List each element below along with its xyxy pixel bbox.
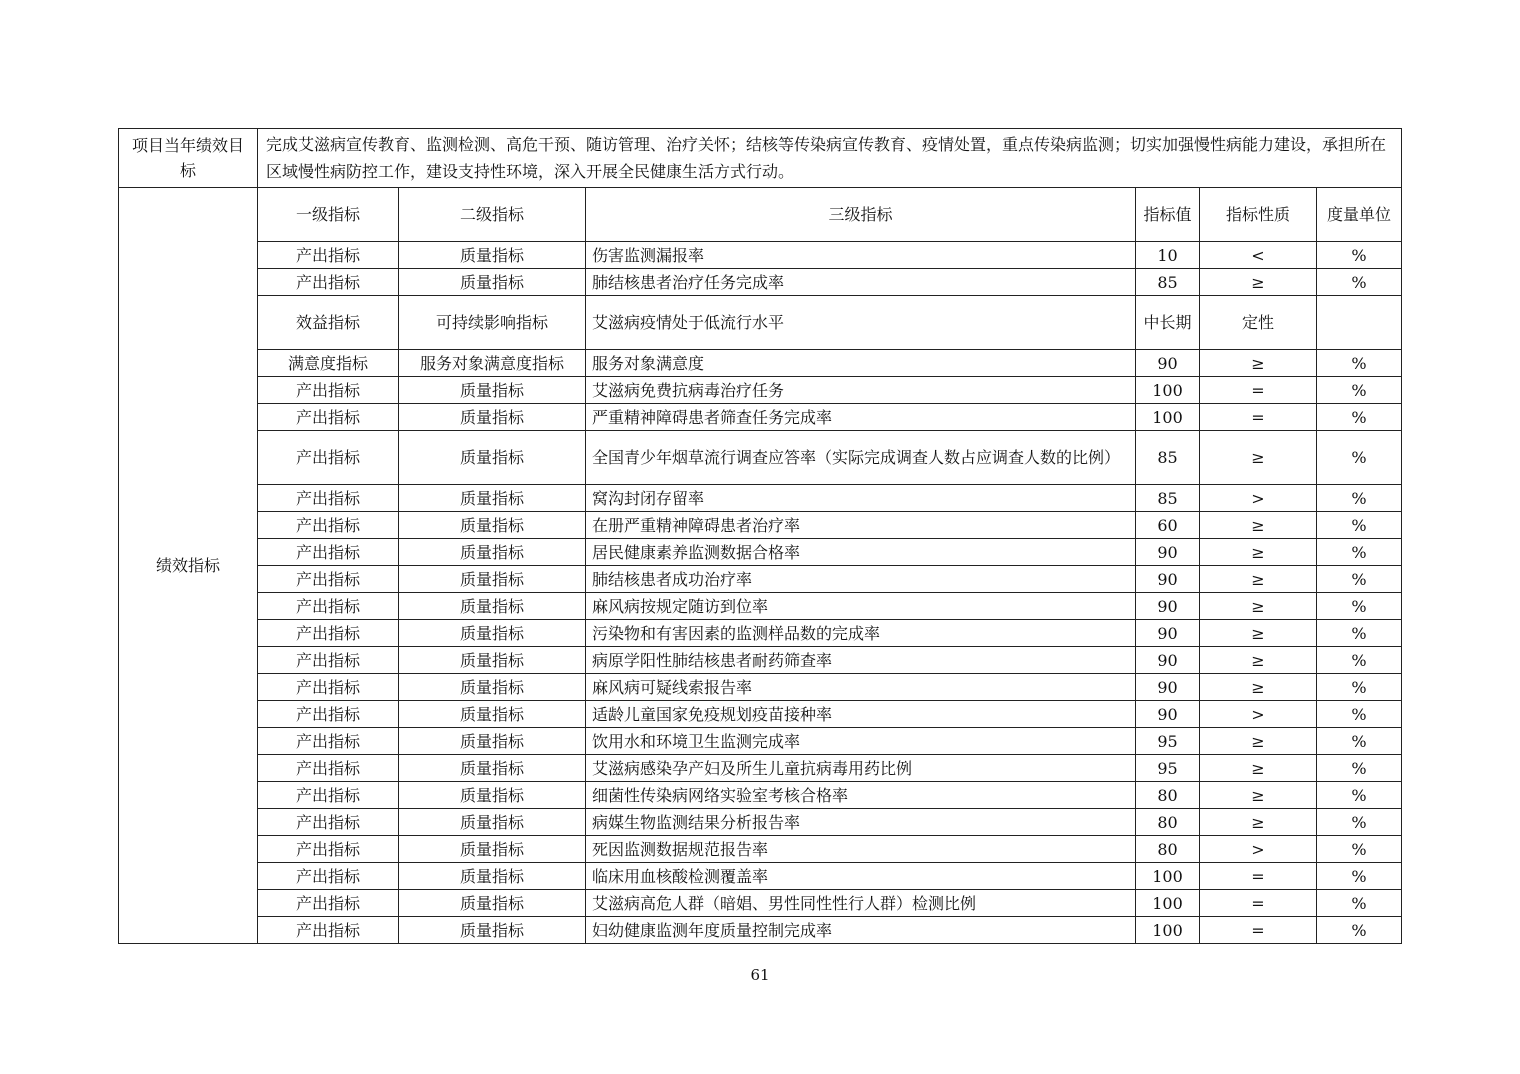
level3-cell: 全国青少年烟草流行调查应答率（实际完成调查人数占应调查人数的比例） [586,431,1136,485]
value-cell: 90 [1136,647,1200,674]
level1-cell: 产出指标 [258,512,399,539]
value-cell: 80 [1136,836,1200,863]
value-cell: 100 [1136,890,1200,917]
level1-cell: 产出指标 [258,485,399,512]
value-cell: 100 [1136,863,1200,890]
value-cell: 100 [1136,917,1200,944]
unit-cell: % [1317,620,1402,647]
nature-cell: ≥ [1200,728,1317,755]
level1-cell: 产出指标 [258,809,399,836]
nature-cell: = [1200,890,1317,917]
table-row [119,377,1402,404]
nature-cell: ≥ [1200,593,1317,620]
table-row [119,512,1402,539]
level2-cell: 质量指标 [399,539,586,566]
unit-cell: % [1317,269,1402,296]
nature-cell: ≥ [1200,350,1317,377]
level1-cell: 产出指标 [258,701,399,728]
level2-cell: 质量指标 [399,404,586,431]
level2-cell: 质量指标 [399,269,586,296]
level1-cell: 产出指标 [258,620,399,647]
unit-cell: % [1317,539,1402,566]
nature-cell: ≥ [1200,512,1317,539]
level3-cell: 伤害监测漏报率 [586,242,1136,269]
table-row [119,620,1402,647]
nature-cell: < [1200,242,1317,269]
level1-cell: 产出指标 [258,728,399,755]
unit-cell [1317,296,1402,350]
level2-cell: 质量指标 [399,485,586,512]
level2-cell: 质量指标 [399,890,586,917]
level2-cell: 质量指标 [399,377,586,404]
level3-cell: 艾滋病疫情处于低流行水平 [586,296,1136,350]
unit-cell: % [1317,782,1402,809]
table-row [119,836,1402,863]
level1-cell: 产出指标 [258,539,399,566]
nature-cell: = [1200,404,1317,431]
nature-cell: > [1200,836,1317,863]
table-row [119,566,1402,593]
level3-cell: 细菌性传染病网络实验室考核合格率 [586,782,1136,809]
level2-cell: 质量指标 [399,647,586,674]
unit-cell: % [1317,755,1402,782]
unit-cell: % [1317,674,1402,701]
table-row [119,809,1402,836]
level1-cell: 产出指标 [258,674,399,701]
level3-cell: 艾滋病高危人群（暗娼、男性同性性行人群）检测比例 [586,890,1136,917]
unit-cell: % [1317,566,1402,593]
table-row [119,728,1402,755]
level2-cell: 质量指标 [399,242,586,269]
level3-cell: 服务对象满意度 [586,350,1136,377]
level3-cell: 病原学阳性肺结核患者耐药筛查率 [586,647,1136,674]
level3-cell: 在册严重精神障碍患者治疗率 [586,512,1136,539]
level1-cell: 产出指标 [258,242,399,269]
unit-cell: % [1317,350,1402,377]
level2-cell: 质量指标 [399,917,586,944]
table-row [119,350,1402,377]
table-row [119,539,1402,566]
page-number: 61 [750,966,770,984]
unit-cell: % [1317,809,1402,836]
value-cell: 95 [1136,755,1200,782]
value-cell: 95 [1136,728,1200,755]
unit-cell: % [1317,836,1402,863]
unit-cell: % [1317,728,1402,755]
level2-cell: 质量指标 [399,701,586,728]
level3-cell: 艾滋病感染孕产妇及所生儿童抗病毒用药比例 [586,755,1136,782]
level2-cell: 质量指标 [399,782,586,809]
nature-cell: ≥ [1200,539,1317,566]
value-cell: 90 [1136,350,1200,377]
value-cell: 90 [1136,566,1200,593]
level3-cell: 严重精神障碍患者筛查任务完成率 [586,404,1136,431]
unit-cell: % [1317,485,1402,512]
header-nature: 指标性质 [1200,188,1317,242]
header-level1: 一级指标 [258,188,399,242]
table-row [119,917,1402,944]
nature-cell: ≥ [1200,620,1317,647]
unit-cell: % [1317,431,1402,485]
table-row [119,404,1402,431]
performance-table [118,128,1402,944]
unit-cell: % [1317,890,1402,917]
value-cell: 85 [1136,431,1200,485]
header-level3: 三级指标 [586,188,1136,242]
section-label: 绩效指标 [119,188,258,944]
value-cell: 中长期 [1136,296,1200,350]
level3-cell: 适龄儿童国家免疫规划疫苗接种率 [586,701,1136,728]
level3-cell: 病媒生物监测结果分析报告率 [586,809,1136,836]
nature-cell: > [1200,485,1317,512]
value-cell: 80 [1136,809,1200,836]
value-cell: 90 [1136,701,1200,728]
level1-cell: 产出指标 [258,404,399,431]
value-cell: 100 [1136,377,1200,404]
nature-cell: ≥ [1200,674,1317,701]
nature-cell: ≥ [1200,431,1317,485]
unit-cell: % [1317,701,1402,728]
value-cell: 90 [1136,620,1200,647]
level3-cell: 居民健康素养监测数据合格率 [586,539,1136,566]
level1-cell: 产出指标 [258,566,399,593]
value-cell: 90 [1136,539,1200,566]
value-cell: 85 [1136,269,1200,296]
level2-cell: 质量指标 [399,809,586,836]
level3-cell: 肺结核患者治疗任务完成率 [586,269,1136,296]
nature-cell: ≥ [1200,647,1317,674]
level2-cell: 质量指标 [399,728,586,755]
level2-cell: 质量指标 [399,566,586,593]
level1-cell: 产出指标 [258,782,399,809]
level3-cell: 临床用血核酸检测覆盖率 [586,863,1136,890]
nature-cell: ≥ [1200,755,1317,782]
level1-cell: 满意度指标 [258,350,399,377]
level3-cell: 死因监测数据规范报告率 [586,836,1136,863]
unit-cell: % [1317,647,1402,674]
table-row [119,593,1402,620]
level1-cell: 产出指标 [258,593,399,620]
nature-cell: = [1200,863,1317,890]
header-value: 指标值 [1136,188,1200,242]
level3-cell: 饮用水和环境卫生监测完成率 [586,728,1136,755]
nature-cell: ≥ [1200,809,1317,836]
table-row [119,674,1402,701]
level1-cell: 产出指标 [258,377,399,404]
level1-cell: 产出指标 [258,917,399,944]
unit-cell: % [1317,242,1402,269]
level2-cell: 质量指标 [399,863,586,890]
table-row [119,755,1402,782]
unit-cell: % [1317,377,1402,404]
table-row [119,269,1402,296]
value-cell: 80 [1136,782,1200,809]
level1-cell: 产出指标 [258,647,399,674]
unit-cell: % [1317,404,1402,431]
level3-cell: 肺结核患者成功治疗率 [586,566,1136,593]
nature-cell: > [1200,701,1317,728]
table-row [119,647,1402,674]
value-cell: 10 [1136,242,1200,269]
unit-cell: % [1317,917,1402,944]
goal-label: 项目当年绩效目标 [119,129,258,188]
level2-cell: 质量指标 [399,620,586,647]
unit-cell: % [1317,512,1402,539]
nature-cell: = [1200,377,1317,404]
level1-cell: 产出指标 [258,836,399,863]
header-unit: 度量单位 [1317,188,1402,242]
level1-cell: 产出指标 [258,863,399,890]
level1-cell: 效益指标 [258,296,399,350]
nature-cell: ≥ [1200,269,1317,296]
level3-cell: 妇幼健康监测年度质量控制完成率 [586,917,1136,944]
level2-cell: 质量指标 [399,593,586,620]
level3-cell: 艾滋病免费抗病毒治疗任务 [586,377,1136,404]
value-cell: 60 [1136,512,1200,539]
table-row [119,890,1402,917]
value-cell: 85 [1136,485,1200,512]
level2-cell: 质量指标 [399,431,586,485]
level2-cell: 质量指标 [399,836,586,863]
nature-cell: ≥ [1200,782,1317,809]
level2-cell: 可持续影响指标 [399,296,586,350]
table-row [119,863,1402,890]
level2-cell: 质量指标 [399,512,586,539]
unit-cell: % [1317,863,1402,890]
level3-cell: 麻风病可疑线索报告率 [586,674,1136,701]
level1-cell: 产出指标 [258,431,399,485]
nature-cell: 定性 [1200,296,1317,350]
table-row [119,701,1402,728]
level2-cell: 质量指标 [399,674,586,701]
value-cell: 90 [1136,674,1200,701]
value-cell: 90 [1136,593,1200,620]
table-row [119,485,1402,512]
goal-text: 完成艾滋病宣传教育、监测检测、高危干预、随访管理、治疗关怀；结核等传染病宣传教育、疫情处置，重点传染病监测；切实加强慢性病能力建设，承担所在区域慢性病防控工作，建设支持性环境，深入开展全民健康生活方式行动。 [258,129,1402,188]
table-row [119,296,1402,350]
table-row [119,782,1402,809]
nature-cell: ≥ [1200,566,1317,593]
level3-cell: 污染物和有害因素的监测样品数的完成率 [586,620,1136,647]
table-row [119,431,1402,485]
level1-cell: 产出指标 [258,269,399,296]
header-level2: 二级指标 [399,188,586,242]
level3-cell: 窝沟封闭存留率 [586,485,1136,512]
level1-cell: 产出指标 [258,890,399,917]
level1-cell: 产出指标 [258,755,399,782]
level2-cell: 质量指标 [399,755,586,782]
header-row [119,188,1402,242]
nature-cell: = [1200,917,1317,944]
table-row [119,242,1402,269]
value-cell: 100 [1136,404,1200,431]
unit-cell: % [1317,593,1402,620]
goal-row [119,129,1402,188]
level2-cell: 服务对象满意度指标 [399,350,586,377]
level3-cell: 麻风病按规定随访到位率 [586,593,1136,620]
